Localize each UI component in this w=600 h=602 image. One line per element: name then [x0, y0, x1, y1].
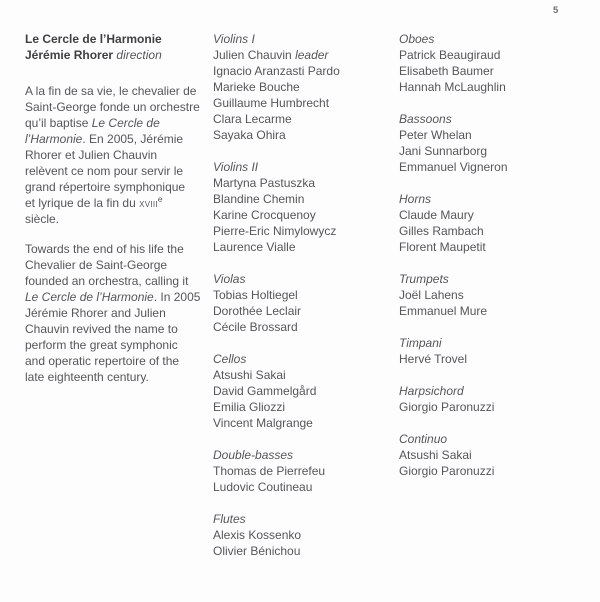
member-name	[399, 303, 574, 319]
director-name: Jérémie Rhorer	[25, 48, 114, 62]
member-name-text: Emilia Gliozzi	[213, 400, 286, 414]
paragraph-line	[25, 195, 215, 211]
text-segment: relèvent ce nom pour servir le	[25, 164, 184, 178]
member-name-text: Dorothée Leclair	[213, 304, 302, 318]
member-name	[399, 127, 574, 143]
member-name-text: David Gammelgård	[213, 384, 317, 398]
member-name	[213, 239, 388, 255]
director-line	[25, 47, 215, 63]
text-segment: l’Harmonie	[25, 132, 83, 146]
member-name-text: Ludovic Coutineau	[213, 480, 313, 494]
member-name-text: Laurence Vialle	[213, 240, 296, 254]
member-name-text: Elisabeth Baumer	[399, 64, 494, 78]
paragraph-line	[25, 337, 215, 353]
member-name-text: Olivier Bénichou	[213, 544, 301, 558]
section-heading: Double-basses	[213, 448, 294, 462]
paragraph-line	[25, 289, 215, 305]
member-name-text: Tobias Holtiegel	[213, 288, 298, 302]
member-name-text: Julien Chauvin	[213, 48, 292, 62]
roster-section	[213, 351, 388, 431]
paragraph-line	[25, 115, 215, 131]
member-name	[399, 63, 574, 79]
member-name	[399, 159, 574, 175]
member-name	[399, 399, 574, 415]
member-name	[213, 399, 388, 415]
member-name	[213, 175, 388, 191]
member-name-text: Atsushi Sakai	[399, 448, 472, 462]
text-segment: perform the great symphonic	[25, 338, 178, 352]
text-segment: . In 2005	[153, 290, 201, 304]
member-name	[213, 463, 388, 479]
member-name-text: Sayaka Ohira	[213, 128, 286, 142]
page-number: 5	[553, 5, 559, 16]
section-heading: Harpsichord	[399, 384, 464, 398]
paragraph-french	[25, 83, 215, 227]
member-name-text: Florent Maupetit	[399, 240, 486, 254]
member-name-text: Marieke Bouche	[213, 80, 300, 94]
paragraph-line	[25, 353, 215, 369]
director-role: direction	[116, 48, 162, 62]
paragraph-line	[25, 257, 215, 273]
text-segment: Chauvin revived the name to	[25, 322, 178, 336]
text-segment: Rhorer et Julien Chauvin	[25, 148, 158, 162]
member-name	[399, 79, 574, 95]
paragraph-line	[25, 211, 215, 227]
member-name	[399, 351, 574, 367]
roster-section	[399, 431, 574, 479]
member-name	[399, 447, 574, 463]
text-segment: Towards the end of his life the	[25, 242, 184, 256]
member-name	[213, 95, 388, 111]
member-name-text: Claude Maury	[399, 208, 474, 222]
member-name	[213, 191, 388, 207]
section-heading: Flutes	[213, 512, 246, 526]
member-name-text: Patrick Beaugiraud	[399, 48, 501, 62]
member-name	[213, 47, 388, 63]
member-name-text: Pierre-Eric Nimylowycz	[213, 224, 337, 238]
text-segment: and operatic repertoire of the	[25, 354, 180, 368]
member-name	[213, 383, 388, 399]
paragraph-line	[25, 83, 215, 99]
text-segment: A la fin de sa vie, le chevalier de	[25, 84, 197, 98]
text-segment: late eighteenth century.	[25, 370, 149, 384]
member-name-text: Blandine Chemin	[213, 192, 305, 206]
paragraph-english	[25, 241, 215, 385]
member-name-text: Hannah McLaughlin	[399, 80, 506, 94]
member-name	[213, 63, 388, 79]
member-name-text: Atsushi Sakai	[213, 368, 286, 382]
roster-section	[213, 447, 388, 495]
member-name	[213, 367, 388, 383]
intro-column	[25, 31, 215, 385]
member-name	[399, 463, 574, 479]
text-segment: qu’il baptise	[25, 116, 92, 130]
roster-section	[399, 383, 574, 415]
member-name	[399, 47, 574, 63]
paragraph-line	[25, 321, 215, 337]
section-heading: Trumpets	[399, 272, 449, 286]
member-name-text: Karine Crocquenoy	[213, 208, 316, 222]
member-name-text: Peter Whelan	[399, 128, 472, 142]
text-segment: xviii	[139, 196, 158, 210]
member-name	[213, 287, 388, 303]
member-name	[213, 543, 388, 559]
member-name-text: Emmanuel Vigneron	[399, 160, 508, 174]
member-name-text: Emmanuel Mure	[399, 304, 488, 318]
member-name-text: Guillaume Humbrecht	[213, 96, 330, 110]
member-name	[213, 415, 388, 431]
member-name	[213, 527, 388, 543]
member-name-text: Jani Sunnarborg	[399, 144, 488, 158]
roster-section	[213, 159, 388, 255]
member-name-text: Thomas de Pierrefeu	[213, 464, 326, 478]
roster-section	[213, 271, 388, 335]
text-segment: et lyrique de la fin du	[25, 196, 140, 210]
section-heading: Oboes	[399, 32, 435, 46]
roster-section	[213, 31, 388, 143]
text-segment: siècle.	[25, 212, 60, 226]
text-segment: . En 2005, Jérémie	[82, 132, 184, 146]
member-name-text: Giorgio Paronuzzi	[399, 464, 495, 478]
section-heading: Cellos	[213, 352, 247, 366]
section-heading: Violins I	[213, 32, 255, 46]
roster-column-winds	[399, 31, 574, 479]
member-name	[399, 207, 574, 223]
paragraph-line	[25, 273, 215, 289]
roster-section	[399, 111, 574, 175]
paragraph-line	[25, 369, 215, 385]
member-name-text: Alexis Kossenko	[213, 528, 302, 542]
member-name-text: Joël Lahens	[399, 288, 464, 302]
section-heading: Violins II	[213, 160, 259, 174]
member-name	[213, 207, 388, 223]
section-heading: Continuo	[399, 432, 448, 446]
paragraph-line	[25, 305, 215, 321]
member-name	[213, 111, 388, 127]
member-name	[213, 223, 388, 239]
paragraph-line	[25, 147, 215, 163]
text-segment: Saint-George fonde un orchestre	[25, 100, 200, 114]
roster-section	[399, 31, 574, 95]
text-segment: e	[157, 194, 163, 204]
member-name	[213, 127, 388, 143]
member-name-text: Martyna Pastuszka	[213, 176, 316, 190]
text-segment: Le Cercle de l’Harmonie	[25, 290, 154, 304]
section-heading: Violas	[213, 272, 246, 286]
member-name-text: Clara Lecarme	[213, 112, 292, 126]
ensemble-name: Le Cercle de l’Harmonie	[25, 32, 162, 46]
member-name	[213, 319, 388, 335]
member-name	[213, 479, 388, 495]
member-name-text: Gilles Rambach	[399, 224, 484, 238]
roster-section	[399, 335, 574, 367]
roster-section	[399, 271, 574, 319]
member-name-text: Giorgio Paronuzzi	[399, 400, 495, 414]
paragraph-line	[25, 241, 215, 257]
member-name	[399, 287, 574, 303]
text-segment: grand répertoire symphonique	[25, 180, 186, 194]
member-name-text: Ignacio Aranzasti Pardo	[213, 64, 340, 78]
section-heading: Horns	[399, 192, 432, 206]
roster-section	[213, 511, 388, 559]
paragraph-line	[25, 163, 215, 179]
member-name	[399, 239, 574, 255]
member-name	[399, 223, 574, 239]
member-name	[399, 143, 574, 159]
text-segment: Jérémie Rhorer and Julien	[25, 306, 166, 320]
member-name-text: Hervé Trovel	[399, 352, 468, 366]
member-name-text: Cécile Brossard	[213, 320, 298, 334]
member-note: leader	[295, 48, 329, 62]
member-name	[213, 303, 388, 319]
paragraph-line	[25, 179, 215, 195]
roster-section	[399, 191, 574, 255]
roster-column-strings	[213, 31, 388, 559]
text-segment: Chevalier de Saint-George	[25, 258, 168, 272]
section-heading: Timpani	[399, 336, 442, 350]
text-segment: founded an orchestra, calling it	[25, 274, 189, 288]
ensemble-title-block	[25, 31, 215, 63]
section-heading: Bassoons	[399, 112, 452, 126]
paragraph-line	[25, 99, 215, 115]
member-name	[213, 79, 388, 95]
text-segment: Le Cercle de	[91, 116, 160, 130]
paragraph-line	[25, 131, 215, 147]
member-name-text: Vincent Malgrange	[213, 416, 313, 430]
